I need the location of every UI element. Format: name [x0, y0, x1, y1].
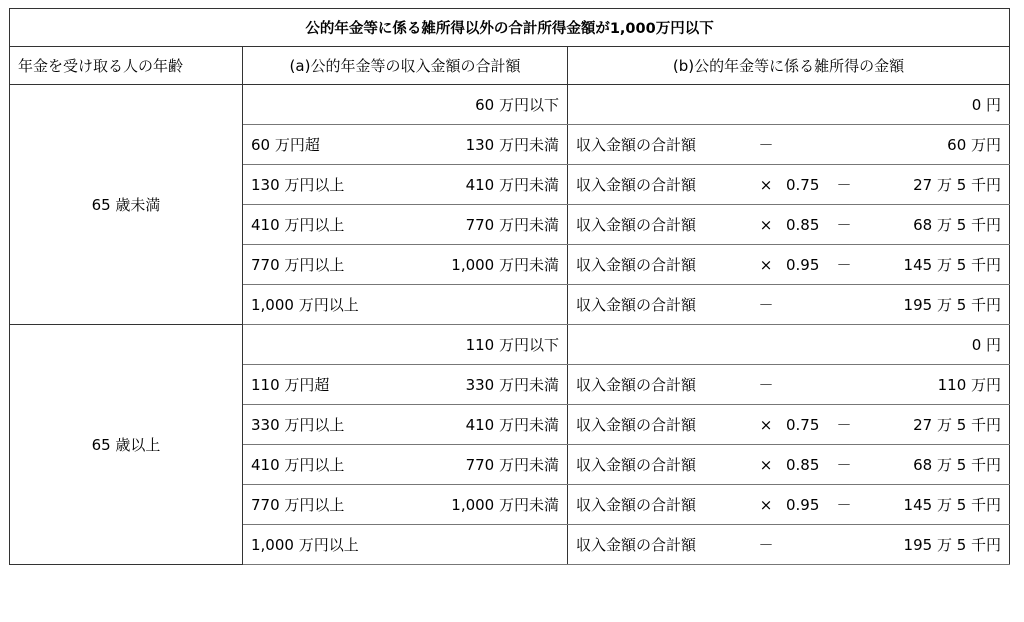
formula-minus: －	[836, 416, 852, 434]
income-range	[251, 534, 559, 555]
range-to: 410 万円未満	[465, 176, 559, 194]
income-range	[251, 494, 559, 515]
misc-income-formula-cell	[568, 525, 1010, 565]
range-from: 1,000 万円以上	[251, 296, 359, 314]
formula-minus: －	[836, 456, 852, 474]
range-from: 130 万円以上	[251, 176, 345, 194]
income-range-cell	[243, 85, 568, 125]
formula-operator: ×	[759, 495, 773, 514]
misc-income-formula-cell	[568, 405, 1010, 445]
formula-label: 収入金額の合計額	[576, 376, 697, 394]
income-range-cell	[243, 205, 568, 245]
range-from: 410 万円以上	[251, 456, 345, 474]
formula	[576, 414, 1001, 435]
range-to: 110 万円以下	[465, 336, 559, 354]
formula-rate: 0.95	[786, 255, 820, 274]
income-range-cell	[243, 485, 568, 525]
income-range	[251, 454, 559, 475]
range-to: 60 万円以下	[475, 96, 559, 114]
range-to: 770 万円未満	[465, 456, 559, 474]
income-range	[251, 94, 559, 115]
income-range	[251, 414, 559, 435]
formula-label: 収入金額の合計額	[576, 216, 697, 234]
formula-amount: 68 万 5 千円	[913, 216, 1002, 234]
misc-income-formula-cell	[568, 485, 1010, 525]
formula-operator: ×	[759, 215, 773, 234]
range-to: 330 万円未満	[465, 376, 559, 394]
range-from: 770 万円以上	[251, 496, 345, 514]
income-range	[251, 254, 559, 275]
formula-label: 収入金額の合計額	[576, 296, 697, 314]
formula-label: 収入金額の合計額	[576, 176, 697, 194]
formula-label: 収入金額の合計額	[576, 456, 697, 474]
income-range	[251, 214, 559, 235]
income-range-cell	[243, 125, 568, 165]
income-range-cell	[243, 165, 568, 205]
misc-income-formula-cell	[568, 285, 1010, 325]
income-range	[251, 294, 559, 315]
age-group-cell: 65 歳未満	[10, 85, 243, 325]
formula	[576, 214, 1001, 235]
misc-income-formula-cell	[568, 205, 1010, 245]
formula-operator: ×	[759, 255, 773, 274]
misc-income-formula-cell	[568, 245, 1010, 285]
misc-income-formula-cell	[568, 85, 1010, 125]
formula-amount: 68 万 5 千円	[913, 456, 1002, 474]
formula	[576, 534, 1001, 555]
header-misc-income: (b)公的年金等に係る雑所得の金額	[568, 47, 1010, 85]
formula	[576, 454, 1001, 475]
table-title: 公的年金等に係る雑所得以外の合計所得金額が1,000万円以下	[10, 9, 1010, 47]
formula-amount: 145 万 5 千円	[903, 256, 1002, 274]
formula-amount: 0 円	[971, 96, 1002, 114]
range-to: 770 万円未満	[465, 216, 559, 234]
formula-operator: ×	[759, 455, 773, 474]
formula-amount: 60 万円	[947, 136, 1002, 154]
formula-amount: 145 万 5 千円	[903, 496, 1002, 514]
formula	[576, 294, 1001, 315]
income-range	[251, 174, 559, 195]
formula-operator: －	[758, 136, 774, 154]
income-range-cell	[243, 525, 568, 565]
range-from: 110 万円超	[251, 376, 330, 394]
formula	[576, 494, 1001, 515]
income-range-cell	[243, 445, 568, 485]
table-title-row	[10, 9, 1010, 47]
range-from: 330 万円以上	[251, 416, 345, 434]
formula-rate: 0.85	[786, 455, 820, 474]
range-to: 1,000 万円未満	[451, 256, 559, 274]
header-income-total: (a)公的年金等の収入金額の合計額	[243, 47, 568, 85]
table-row	[10, 325, 1010, 365]
formula-amount: 110 万円	[937, 376, 1002, 394]
formula-amount: 195 万 5 千円	[903, 536, 1002, 554]
income-range-cell	[243, 405, 568, 445]
formula	[576, 374, 1001, 395]
formula-minus: －	[836, 176, 852, 194]
misc-income-formula-cell	[568, 325, 1010, 365]
range-to: 130 万円未満	[465, 136, 559, 154]
formula-label: 収入金額の合計額	[576, 416, 697, 434]
formula-amount: 195 万 5 千円	[903, 296, 1002, 314]
formula-rate: 0.75	[786, 175, 820, 194]
formula	[576, 334, 1001, 355]
formula-operator: ×	[759, 175, 773, 194]
range-from: 1,000 万円以上	[251, 536, 359, 554]
formula-amount: 27 万 5 千円	[913, 416, 1002, 434]
misc-income-formula-cell	[568, 365, 1010, 405]
range-from: 60 万円超	[251, 136, 320, 154]
formula	[576, 94, 1001, 115]
income-range-cell	[243, 285, 568, 325]
formula-rate: 0.95	[786, 495, 820, 514]
formula-rate: 0.85	[786, 215, 820, 234]
formula-label: 収入金額の合計額	[576, 536, 697, 554]
income-range-cell	[243, 245, 568, 285]
formula-rate: 0.75	[786, 415, 820, 434]
formula-minus: －	[836, 256, 852, 274]
formula-operator: ×	[759, 415, 773, 434]
formula-label: 収入金額の合計額	[576, 136, 697, 154]
table-row	[10, 85, 1010, 125]
formula-amount: 27 万 5 千円	[913, 176, 1002, 194]
formula-label: 収入金額の合計額	[576, 496, 697, 514]
formula	[576, 174, 1001, 195]
formula-operator: －	[758, 296, 774, 314]
formula-operator: －	[758, 536, 774, 554]
range-from: 770 万円以上	[251, 256, 345, 274]
column-header-row	[10, 47, 1010, 85]
range-to: 410 万円未満	[465, 416, 559, 434]
range-to: 1,000 万円未満	[451, 496, 559, 514]
formula-amount: 0 円	[971, 336, 1002, 354]
formula-minus: －	[836, 216, 852, 234]
formula	[576, 254, 1001, 275]
misc-income-formula-cell	[568, 445, 1010, 485]
formula-minus: －	[836, 496, 852, 514]
age-group-cell: 65 歳以上	[10, 325, 243, 565]
formula-operator: －	[758, 376, 774, 394]
formula-label: 収入金額の合計額	[576, 256, 697, 274]
income-range-cell	[243, 325, 568, 365]
range-from: 410 万円以上	[251, 216, 345, 234]
formula	[576, 134, 1001, 155]
income-range	[251, 374, 559, 395]
income-range-cell	[243, 365, 568, 405]
income-range	[251, 134, 559, 155]
income-range	[251, 334, 559, 355]
misc-income-formula-cell	[568, 165, 1010, 205]
header-age: 年金を受け取る人の年齢	[10, 47, 243, 85]
pension-income-table	[9, 8, 1010, 565]
misc-income-formula-cell	[568, 125, 1010, 165]
